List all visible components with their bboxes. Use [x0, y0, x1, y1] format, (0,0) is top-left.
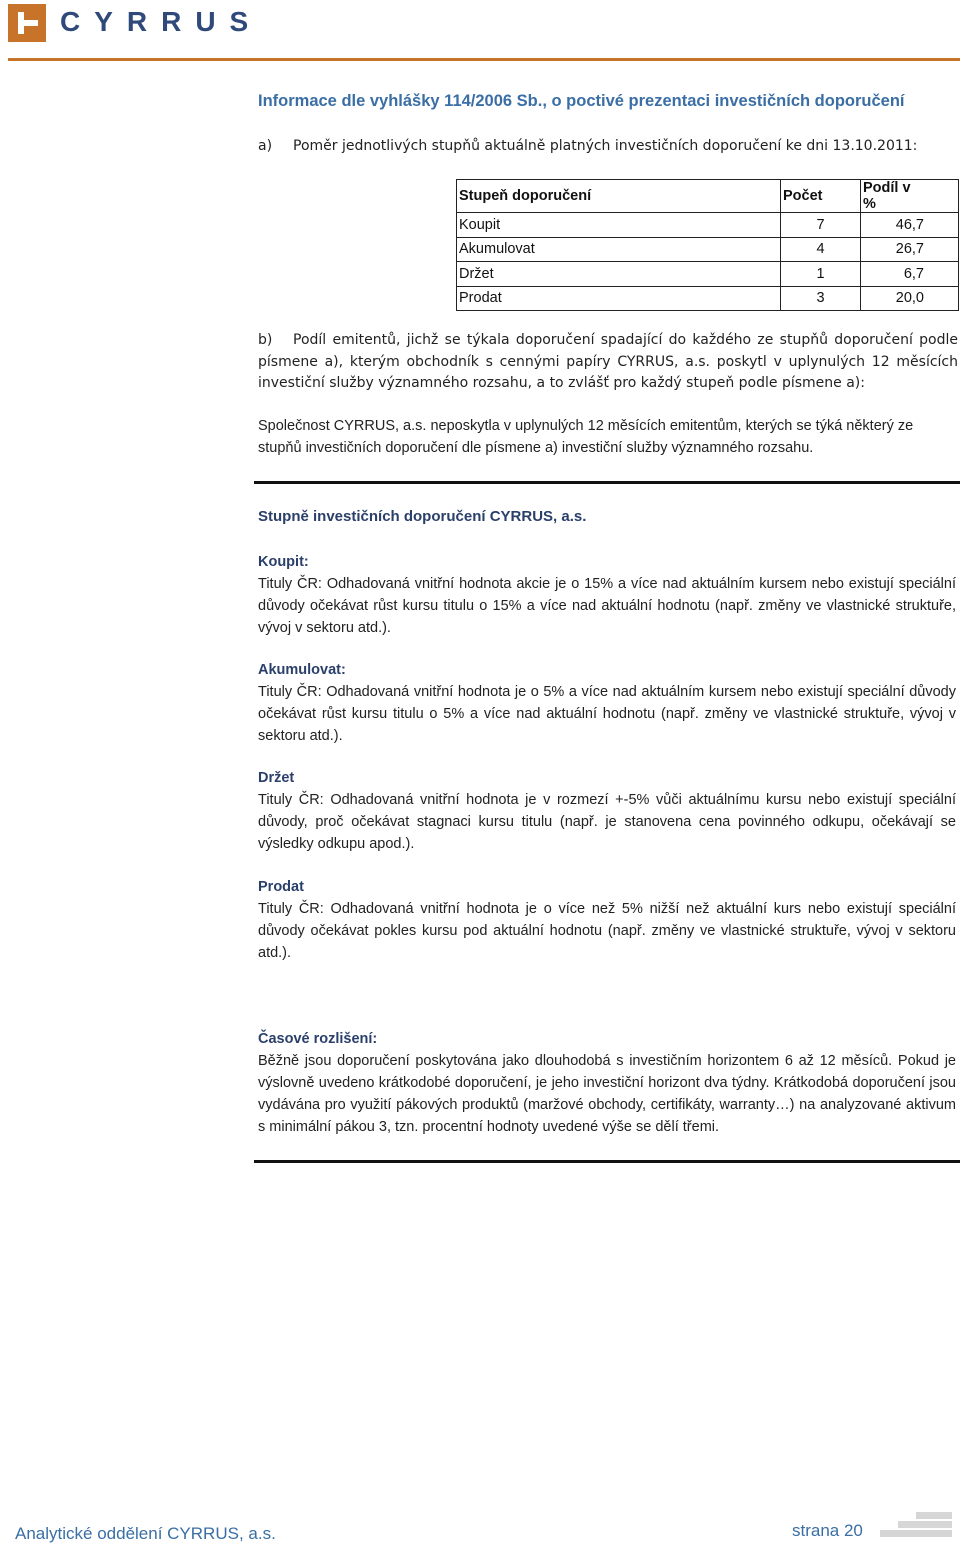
logo-text: CYRRUS	[60, 6, 263, 37]
level-heading: Akumulovat:	[258, 662, 346, 678]
recommendation-table	[456, 179, 959, 311]
level-prodat	[258, 876, 956, 964]
item-a	[258, 136, 958, 158]
time-text: Běžně jsou doporučení poskytována jako dlouhodobá s investičním horizontem 6 až 12 měsíců. Pokud je výslovně uvedeno krátkodobé doporučení, je jeho investiční horizont dva týdny. Krátkodobá doporučení jsou vydávána pro využití pákových produktů (maržové obchody, certifikáty, warranty…) na analyzované aktivum s minimální pákou 3, tzn. procentní hodnoty uvedené výše se dělí třemi.	[258, 1053, 956, 1135]
footer-department: Analytické oddělení CYRRUS, a.s.	[15, 1524, 276, 1543]
table-header-cell: Stupeň doporučení	[457, 180, 781, 213]
level-akumulovat	[258, 659, 956, 747]
footer-decoration-icon	[880, 1512, 952, 1540]
table-header-cell: Podíl v %	[861, 180, 959, 213]
table-cell: 3	[781, 286, 861, 311]
table-cell: 26,7	[861, 237, 959, 262]
table-row	[457, 262, 959, 287]
table-cell: Koupit	[457, 213, 781, 238]
level-koupit	[258, 551, 956, 639]
item-b	[258, 330, 958, 395]
table-cell: Prodat	[457, 286, 781, 311]
level-text: Tituly ČR: Odhadovaná vnitřní hodnota je o 5% a více nad aktuálním kursem nebo existují speciální důvody očekávat růst kursu titulu o 5% a více nad aktuální hodnotu (např. změny ve vlastnické struktuře, vývoj v sektoru atd.).	[258, 684, 956, 744]
section-divider	[254, 481, 960, 484]
item-b-text: Podíl emitentů, jichž se týkala doporučení spadající do každého ze stupňů doporučení podle písmene a), kterým obchodník s cennými papíry CYRRUS, a.s. poskytl v uplynulých 12 měsících investiční služby významného rozsahu, a to zvlášť pro každý stupeň podle písmene a):	[258, 332, 958, 391]
table-cell: 7	[781, 213, 861, 238]
time-horizon	[258, 1028, 956, 1138]
level-text: Tituly ČR: Odhadovaná vnitřní hodnota akcie je o 15% a více nad aktuálním kursem nebo existují speciální důvody očekávat růst kursu titulu o 15% a více nad aktuální hodnotu (např. změny ve vlastnické struktuře, vývoj v sektoru atd.).	[258, 576, 956, 636]
table-cell: 6,7	[861, 262, 959, 287]
item-a-text: Poměr jednotlivých stupňů aktuálně platných investičních doporučení ke dni 13.10.2011:	[293, 138, 918, 154]
table-row	[457, 213, 959, 238]
level-text: Tituly ČR: Odhadovaná vnitřní hodnota je o více než 5% nižší než aktuální kurs nebo existují speciální důvody očekávat pokles kursu pod aktuální hodnotu (např. změny ve vlastnické struktuře, vývoj v sektoru atd.).	[258, 901, 956, 961]
page-header	[0, 0, 960, 60]
table-header-row	[457, 180, 959, 213]
level-heading: Koupit:	[258, 554, 309, 570]
table-cell: 1	[781, 262, 861, 287]
level-text: Tituly ČR: Odhadovaná vnitřní hodnota je v rozmezí +-5% vůči aktuálnímu kursu nebo existují speciální důvody, proč očekávat stagnaci kursu titulu (např. je stanovena cena povinného odkupu, očekávají se výsledky odkupu apod.).	[258, 792, 956, 852]
table-row	[457, 237, 959, 262]
table-cell: Akumulovat	[457, 237, 781, 262]
table-cell: 4	[781, 237, 861, 262]
table-row	[457, 286, 959, 311]
time-heading: Časové rozlišení:	[258, 1031, 378, 1047]
levels-title: Stupně investičních doporučení CYRRUS, a.s.	[258, 508, 587, 525]
level-drzet	[258, 767, 956, 855]
table-cell: Držet	[457, 262, 781, 287]
cyrrus-logo-icon	[8, 4, 46, 42]
page-title: Informace dle vyhlášky 114/2006 Sb., o poctivé prezentaci investičních doporučení	[258, 92, 905, 110]
section-divider	[254, 1160, 960, 1163]
item-a-label: a)	[258, 138, 273, 154]
item-b-label: b)	[258, 332, 273, 348]
header-rule	[8, 58, 960, 61]
table-cell: 20,0	[861, 286, 959, 311]
company-note: Společnost CYRRUS, a.s. neposkytla v uplynulých 12 měsících emitentům, kterých se týká některý ze stupňů investičních doporučení dle písmene a) investiční služby významného rozsahu.	[258, 418, 914, 456]
level-heading: Držet	[258, 770, 295, 786]
table-header-cell: Počet	[781, 180, 861, 213]
page-number: strana 20	[792, 1521, 863, 1540]
table-cell: 46,7	[861, 213, 959, 238]
level-heading: Prodat	[258, 879, 304, 895]
